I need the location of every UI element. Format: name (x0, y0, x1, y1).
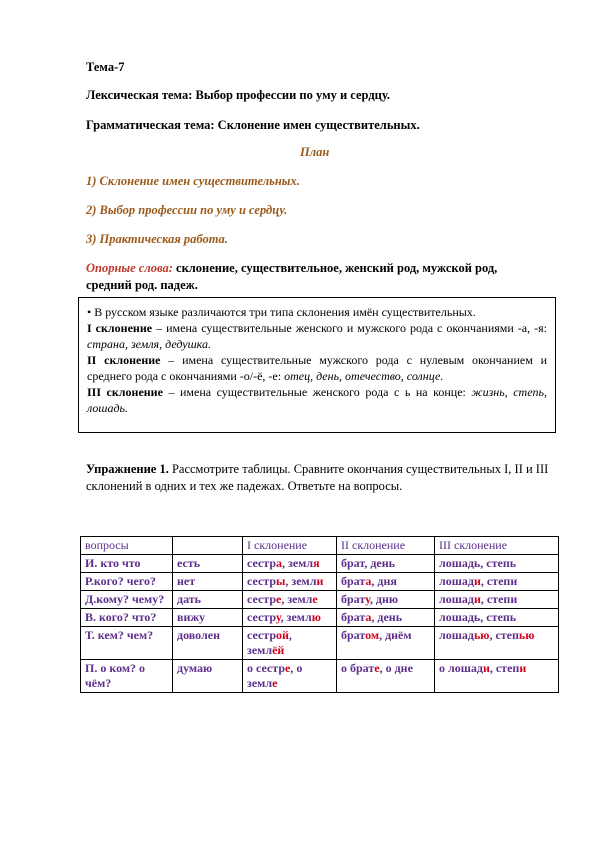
key-words-text-1: склонение, существительное, женский род, мужской род, (172, 261, 498, 275)
table-row (81, 573, 559, 591)
exercise-text (86, 461, 556, 495)
first-declension-stem: , (288, 628, 292, 642)
third-declension-stem: лошадь, степь (439, 556, 517, 570)
rule-third-text: – имена существительные женского рода с ь на конце: (162, 385, 472, 399)
third-declension-ending: и (519, 661, 527, 675)
first-declension-stem: земл (283, 610, 312, 624)
third-declension-stem: , степ (480, 592, 511, 606)
topic-heading: Тема-7 (86, 60, 125, 74)
third-declension-cell (435, 555, 559, 573)
third-declension-stem: степ (492, 661, 520, 675)
third-declension-ending: и (473, 592, 481, 606)
third-declension-cell (435, 660, 559, 693)
second-declension-ending: а (365, 574, 372, 588)
header-first-declension: I склонение (243, 537, 337, 555)
first-declension-stem: земл (288, 574, 317, 588)
second-declension-ending: у (365, 592, 370, 606)
first-declension-stem: , (281, 592, 285, 606)
first-declension-cell (243, 660, 337, 693)
first-declension-ending: е (272, 676, 278, 690)
second-declension-cell (337, 627, 435, 660)
plan-item-1: 1) Склонение имен существительных. (86, 174, 300, 188)
second-declension-stem: , дн (369, 592, 389, 606)
second-declension-stem: , день (371, 610, 403, 624)
second-declension-stem: , дн (371, 574, 391, 588)
exercise-label: Упражнение 1. (86, 462, 169, 476)
first-declension-stem: сестр (247, 610, 276, 624)
first-declension-ending: у (275, 610, 281, 624)
case-question: Д.кому? чему? (81, 591, 173, 609)
rules-box (78, 297, 556, 433)
second-declension-cell (337, 660, 435, 693)
second-declension-stem: я (390, 574, 397, 588)
first-declension-ending: я (313, 556, 320, 570)
table-header-row (81, 537, 559, 555)
case-verb: вижу (173, 609, 243, 627)
first-declension-ending: е (285, 661, 291, 675)
second-declension-stem: брат (341, 628, 366, 642)
third-declension-stem: лошад (439, 574, 474, 588)
case-verb: есть (173, 555, 243, 573)
rule-second-text: – имена существительные мужского рода с нулевым окончанием и среднего рода с окончаниями -о/-ё, -е: (87, 353, 547, 383)
rule-first (87, 320, 547, 352)
first-declension-cell (243, 591, 337, 609)
third-declension-ending: и (473, 574, 481, 588)
rules-intro: • В русском языке различаются три типа склонения имён существительных. (87, 305, 476, 319)
header-questions: вопросы (81, 537, 173, 555)
third-declension-stem: лошад (439, 592, 474, 606)
third-declension-stem: лошадь, степь (439, 610, 517, 624)
third-declension-stem: , (489, 661, 493, 675)
key-words (86, 260, 497, 276)
second-declension-stem: брат, день (341, 556, 396, 570)
rule-first-text: – имена существительные женского и мужского рода с окончаниями -а, -я: (152, 321, 547, 335)
first-declension-stem: земл (284, 592, 313, 606)
case-question: И. кто что (81, 555, 173, 573)
second-declension-cell (337, 573, 435, 591)
third-declension-ending: и (482, 661, 490, 675)
case-question: В. кого? что? (81, 609, 173, 627)
table-row (81, 555, 559, 573)
rule-second-examples: отец, день, отечество, солнце. (284, 369, 444, 383)
second-declension-ending: а (365, 610, 372, 624)
first-declension-stem: о сестр (247, 661, 285, 675)
first-declension-stem: сестр (247, 556, 276, 570)
case-question: Т. кем? чем? (81, 627, 173, 660)
second-declension-stem: брат (341, 574, 366, 588)
table-row (81, 660, 559, 693)
case-question: Р.кого? чего? (81, 573, 173, 591)
rule-second (87, 352, 547, 384)
first-declension-ending: ы (276, 574, 286, 588)
second-declension-ending: е (374, 661, 380, 675)
third-declension-stem: и (510, 592, 518, 606)
first-declension-ending: а (276, 556, 282, 570)
second-declension-stem: брат (341, 592, 366, 606)
first-declension-cell (243, 573, 337, 591)
first-declension-stem: земл (247, 676, 273, 690)
first-declension-stem: земл (247, 643, 273, 657)
table-row (81, 627, 559, 660)
first-declension-ending: ю (311, 610, 321, 624)
second-declension-cell (337, 609, 435, 627)
second-declension-cell (337, 591, 435, 609)
first-declension-stem: сестр (247, 574, 276, 588)
third-declension-stem: и (510, 574, 518, 588)
first-declension-stem: земл (285, 556, 314, 570)
second-declension-stem: ём (398, 628, 412, 642)
rule-third-label: III склонение (87, 385, 163, 399)
third-declension-ending: ью (518, 628, 535, 642)
rule-second-label: II склонение (87, 353, 161, 367)
key-words-label: Опорные слова: (86, 261, 173, 275)
plan-item-3: 3) Практическая работа. (86, 232, 228, 246)
first-declension-ending: и (316, 574, 324, 588)
first-declension-cell (243, 555, 337, 573)
third-declension-cell (435, 627, 559, 660)
first-declension-stem: сестр (247, 592, 276, 606)
third-declension-cell (435, 591, 559, 609)
first-declension-stem: , (285, 574, 289, 588)
second-declension-cell (337, 555, 435, 573)
table-row (81, 609, 559, 627)
plan-title: План (300, 145, 330, 159)
third-declension-stem: о лошад (439, 661, 483, 675)
grammar-topic: Грамматическая тема: Склонение имен существительных. (86, 118, 420, 132)
case-question: П. о ком? о чём? (81, 660, 173, 693)
declension-table (80, 536, 559, 693)
plan-item-2: 2) Выбор профессии по уму и сердцу. (86, 203, 288, 217)
first-declension-ending: ой (276, 628, 289, 642)
second-declension-ending: ом (365, 628, 380, 642)
first-declension-stem: , о (290, 661, 303, 675)
second-declension-stem: , дн (379, 628, 399, 642)
rule-first-examples: страна, земля, дедушка. (87, 337, 211, 351)
case-verb: доволен (173, 627, 243, 660)
case-verb: дать (173, 591, 243, 609)
rule-first-label: I склонение (87, 321, 153, 335)
table-row (81, 591, 559, 609)
second-declension-stem: е (407, 661, 413, 675)
third-declension-stem: , (489, 628, 493, 642)
header-verb (173, 537, 243, 555)
second-declension-stem: о брат (341, 661, 375, 675)
header-second-declension: II склонение (337, 537, 435, 555)
rule-third-examples: жизнь, степь, лошадь. (87, 385, 547, 415)
first-declension-stem: сестр (247, 628, 276, 642)
third-declension-cell (435, 573, 559, 591)
first-declension-ending: е (276, 592, 282, 606)
header-third-declension: III склонение (435, 537, 559, 555)
case-verb: думаю (173, 660, 243, 693)
key-words-text-2: средний род. падеж. (86, 278, 198, 292)
second-declension-stem: , о дн (379, 661, 408, 675)
third-declension-stem: степ (492, 628, 519, 642)
first-declension-stem: , (280, 610, 284, 624)
first-declension-cell (243, 627, 337, 660)
second-declension-stem: ю (388, 592, 399, 606)
first-declension-ending: е (312, 592, 318, 606)
third-declension-cell (435, 609, 559, 627)
third-declension-ending: ью (473, 628, 490, 642)
third-declension-stem: лошад (439, 628, 474, 642)
first-declension-cell (243, 609, 337, 627)
case-verb: нет (173, 573, 243, 591)
lexical-topic: Лексическая тема: Выбор профессии по уму и сердцу. (86, 88, 390, 102)
rule-third (87, 384, 547, 416)
second-declension-stem: брат (341, 610, 366, 624)
first-declension-ending: ёй (272, 643, 285, 657)
third-declension-stem: , степ (480, 574, 511, 588)
first-declension-stem: , (282, 556, 285, 570)
exercise-body: Рассмотрите таблицы. Сравните окончания существительных I, II и III склонений в одних и тех же падежах. Ответьте на вопросы. (86, 462, 549, 493)
